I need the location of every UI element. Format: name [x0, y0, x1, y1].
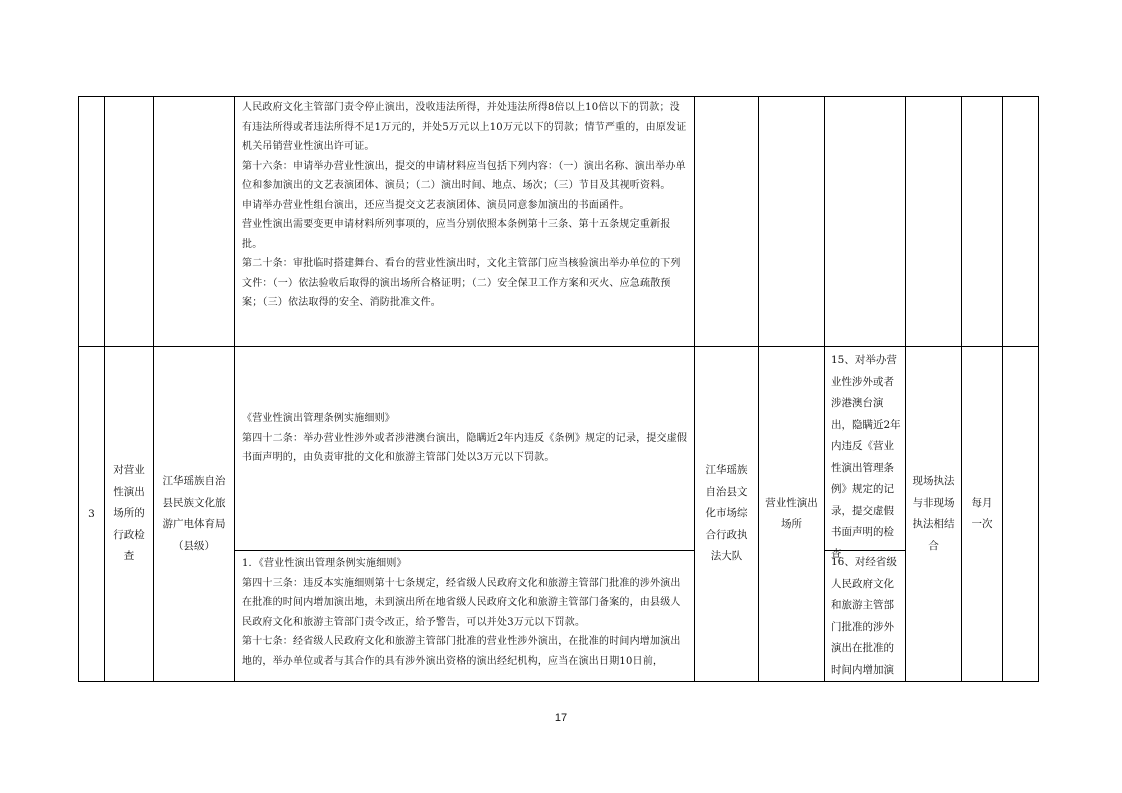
- row3-dept-cell: [153, 346, 235, 682]
- row3-object: 营业性演出场所: [765, 496, 818, 530]
- row3-frequency-cell: [961, 346, 1003, 682]
- top-row-item-cell: [104, 96, 154, 347]
- basis1-title: 《营业性演出管理条例实施细则》: [242, 413, 395, 424]
- basis-paragraph: 第十六条：申请举办营业性演出，提交的申请材料应当包括下列内容：（一）演出名称、演出举办单位和参加演出的文艺表演团体、演员；（二）演出时间、地点、场次；（三）节目及其视听资料。: [242, 160, 686, 191]
- top-row-basis-text: [242, 98, 689, 313]
- row3-basis2-text: [242, 554, 689, 680]
- top-row-method-cell: [905, 96, 962, 347]
- row3-method: 现场执法与非现场执法相结合: [912, 475, 955, 552]
- basis1-article: 第四十二条：举办营业性涉外或者涉港澳台演出，隐瞒近2年内违反《条例》规定的记录，提交虚假书面声明的，由负责审批的文化和旅游主管部门处以3万元以下罚款。: [242, 432, 688, 463]
- top-row-content-cell: [824, 96, 906, 347]
- row3-item: 对营业性演出场所的行政检查: [113, 464, 145, 563]
- basis2-article: 第四十三条：违反本实施细则第十七条规定，经省级人民政府文化和旅游主管部门批准的涉外演出在批准的时间内增加演出地，未到演出所在地省级人民政府文化和旅游主管部门备案的，由县级人民政府文化和旅游主管部门责令改正，给予警告，可以并处3万元以下罚款。: [242, 577, 681, 628]
- basis-paragraph: 申请举办营业性组台演出，还应当提交文艺表演团体、演员同意参加演出的书面函件。: [242, 199, 630, 211]
- basis-paragraph: 营业性演出需要变更申请材料所列事项的，应当分别依照本条例第十三条、第十五条规定重新报批。: [242, 219, 671, 250]
- row3-seq-cell: [78, 346, 105, 682]
- row3-content2-cell: [824, 550, 906, 682]
- top-row-seq-cell: [78, 96, 105, 347]
- row3-executor-cell: [694, 346, 759, 682]
- page-number: 17: [554, 712, 568, 724]
- top-row-remark-cell: [1002, 96, 1039, 347]
- row3-object-cell: [758, 346, 825, 682]
- row3-content1: 15、对举办营业性涉外或者涉港澳台演出，隐瞒近2年内违反《营业性演出管理条例》规定的记录，提交虚假书面声明的检查: [831, 354, 901, 560]
- row3-basis1-text: [242, 409, 689, 468]
- basis-paragraph: 第二十条：审批临时搭建舞台、看台的营业性演出时，文化主管部门应当核验演出举办单位的下列文件：（一）依法验收后取得的演出场所合格证明；（二）安全保卫工作方案和灭火、应急疏散预案；（三）依法取得的安全、消防批准文件。: [242, 258, 681, 308]
- row3-seq: 3: [88, 508, 95, 520]
- basis-paragraph: 人民政府文化主管部门责令停止演出，没收违法所得，并处违法所得8倍以上10倍以下的罚款；没有违法所得或者违法所得不足1万元的，并处5万元以上10万元以下的罚款；情节严重的，由原发证机关吊销营业性演出许可证。: [242, 102, 687, 152]
- basis2-title: 1．《营业性演出管理条例实施细则》: [242, 558, 407, 569]
- top-row-dept-cell: [153, 96, 235, 347]
- row3-content1-cell: [824, 346, 906, 560]
- row3-frequency: 每月一次: [971, 496, 993, 530]
- row3-dept: 江华瑶族自治县民族文化旅游广电体育局（县级）: [162, 475, 226, 552]
- top-row-frequency-cell: [961, 96, 1003, 347]
- basis2-article: 第十七条：经省级人民政府文化和旅游主管部门批准的营业性涉外演出，在批准的时间内增加演出地的，举办单位或者与其合作的具有涉外演出资格的演出经纪机构，应当在演出日期10日前，: [242, 636, 681, 667]
- top-row-executor-cell: [694, 96, 759, 347]
- row3-content2: 16、对经省级人民政府文化和旅游主管部门批准的涉外演出在批准的时间内增加演: [831, 556, 897, 676]
- row3-item-cell: [104, 346, 154, 682]
- row3-executor: 江华瑶族自治县文化市场综合行政执法大队: [705, 464, 748, 563]
- row3-method-cell: [905, 346, 962, 682]
- row3-remark-cell: [1002, 346, 1039, 682]
- top-row-object-cell: [758, 96, 825, 347]
